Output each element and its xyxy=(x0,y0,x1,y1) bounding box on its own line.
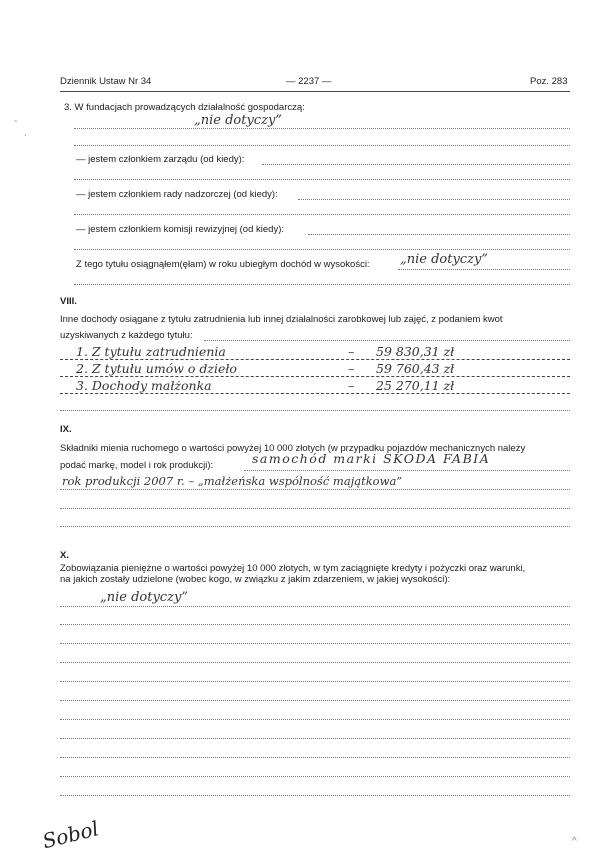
answer-line xyxy=(398,269,570,270)
section-viii-text-2: uzyskiwanych z każdego tytułu: xyxy=(60,330,193,341)
income-row-2-amount: 59 760,43 zł xyxy=(376,361,455,376)
answer-line xyxy=(74,214,570,215)
margin-mark: . xyxy=(24,128,27,139)
margin-mark: - xyxy=(14,116,18,127)
answer-line xyxy=(298,199,570,200)
rada-label: — jestem członkiem rady nadzorczej (od kiedy): xyxy=(76,189,278,200)
section-viii-heading: VIII. xyxy=(60,296,77,307)
answer-line xyxy=(244,470,570,471)
answer-line xyxy=(60,738,570,739)
answer-line xyxy=(60,757,570,758)
answer-line xyxy=(60,606,570,607)
header-rule xyxy=(60,91,570,92)
handwritten-vehicle-year: rok produkcji 2007 r. – „małżeńska wspólność majątkowa” xyxy=(62,474,403,488)
answer-line xyxy=(60,719,570,720)
handwritten-dochod: „nie dotyczy” xyxy=(400,252,488,267)
answer-line xyxy=(60,376,570,377)
answer-line xyxy=(74,179,570,180)
section-ix-text-2: podać markę, model i rok produkcji): xyxy=(60,460,214,471)
section-viii-text-1: Inne dochody osiągane z tytułu zatrudnienia lub innej działalności zarobkowej lub zajęć, z podaniem kwot xyxy=(60,314,503,325)
answer-line xyxy=(74,128,570,129)
signature: Sobol xyxy=(40,816,102,854)
handwritten-answer: „nie dotyczy” xyxy=(194,113,282,128)
income-row-1-amount: 59 830,31 zł xyxy=(376,344,455,359)
section-ix-text-1: Składniki mienia ruchomego o wartości powyżej 10 000 złotych (w przypadku pojazdów mechanicznych należy xyxy=(60,443,526,454)
handwritten-vehicle: samochód marki SKODA FABIA xyxy=(252,451,491,466)
answer-line xyxy=(60,681,570,682)
journal-title: Dziennik Ustaw Nr 34 xyxy=(60,76,152,87)
answer-line xyxy=(60,410,570,411)
section-x-text-2: na jakich zostały udzielone (wobec kogo, w związku z jakim zdarzeniem, w jakiej wysokości): xyxy=(60,574,451,585)
income-row-1-desc: 1. Z tytułu zatrudnienia xyxy=(76,344,226,359)
income-row-3-desc: 3. Dochody małżonka xyxy=(76,378,212,393)
komisja-label: — jestem członkiem komisji rewizyjnej (od kiedy): xyxy=(76,224,284,235)
answer-line xyxy=(60,526,570,527)
section-x-text-1: Zobowiązania pieniężne o wartości powyżej 10 000 złotych, w tym zaciągnięte kredyty i pożyczki oraz warunki, xyxy=(60,563,526,574)
income-row-2-dash: – xyxy=(348,361,355,376)
dochod-label: Z tego tytułu osiągnąłem(ęłam) w roku ubiegłym dochód w wysokości: xyxy=(76,259,370,270)
answer-line xyxy=(60,624,570,625)
handwritten-obligations: „nie dotyczy” xyxy=(100,590,188,605)
answer-line xyxy=(60,700,570,701)
answer-line xyxy=(262,164,570,165)
income-row-2-desc: 2. Z tytułu umów o dzieło xyxy=(76,361,237,376)
income-row-3-amount: 25 270,11 zł xyxy=(376,378,455,393)
answer-line xyxy=(74,284,570,285)
position-number: Poz. 283 xyxy=(530,76,568,87)
answer-line xyxy=(74,145,570,146)
answer-line xyxy=(60,508,570,509)
fundacje-intro: 3. W fundacjach prowadzących działalność gospodarczą: xyxy=(64,102,305,113)
income-row-3-dash: – xyxy=(348,378,355,393)
answer-line xyxy=(308,234,570,235)
answer-line xyxy=(60,359,570,360)
income-row-1-dash: – xyxy=(348,344,355,359)
answer-line xyxy=(60,776,570,777)
zarzad-label: — jestem członkiem zarządu (od kiedy): xyxy=(76,154,245,165)
section-ix-heading: IX. xyxy=(60,424,72,435)
corner-mark: ^ xyxy=(572,836,577,847)
answer-line xyxy=(60,643,570,644)
answer-line xyxy=(204,340,570,341)
answer-line xyxy=(60,662,570,663)
answer-line xyxy=(74,249,570,250)
answer-line xyxy=(60,795,570,796)
section-x-heading: X. xyxy=(60,550,69,561)
answer-line xyxy=(60,393,570,394)
answer-line xyxy=(60,489,570,490)
page-number: — 2237 — xyxy=(286,76,332,87)
